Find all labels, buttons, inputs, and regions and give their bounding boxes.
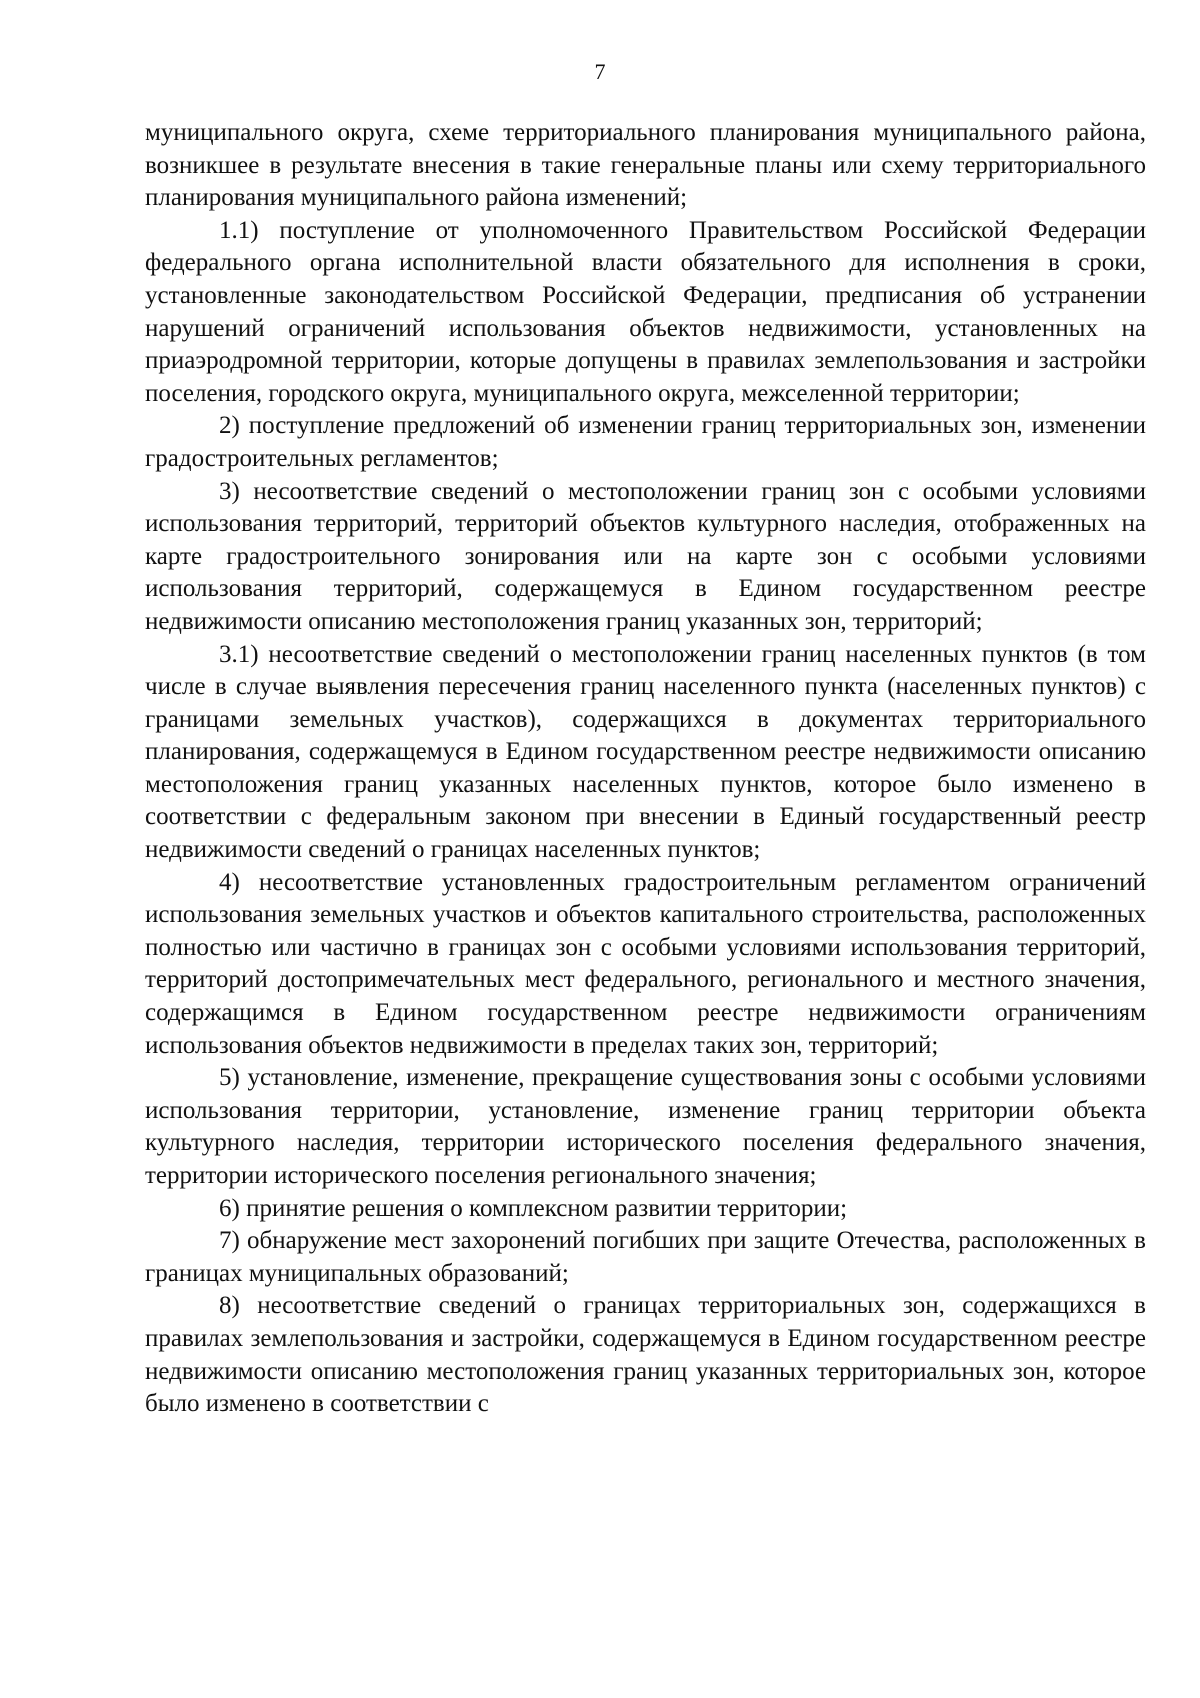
paragraph-item-6: 6) принятие решения о комплексном развитии территории; [219, 1194, 848, 1222]
paragraph-item-5: 5) установление, изменение, прекращение существования зоны с особыми условиями использования территории, установление, изменение границ территории объекта культурного наследия, территории исторического поселения федерального значения, территории исторического поселения регионального значения; [145, 1064, 1146, 1189]
paragraph-item-7: 7) обнаружение мест захоронений погибших при защите Отечества, расположенных в границах муниципальных образований; [145, 1227, 1146, 1287]
paragraph-item-3-1: 3.1) несоответствие сведений о местоположении границ населенных пунктов (в том числе в случае выявления пересечения границ населенного пункта (населенных пунктов) с границами земельных участков), содержащихся в документах территориального планирования, содержащемуся в Едином государственном реестре недвижимости описанию местоположения границ указанных населенных пунктов, которое было изменено в соответствии с федеральным законом при внесении в Единый государственный реестр недвижимости сведений о границах населенных пунктов; [145, 640, 1146, 864]
paragraph-item-1-1: 1.1) поступление от уполномоченного Правительством Российской Федерации федерального органа исполнительной власти обязательного для исполнения в сроки, установленные законодательством Российской Федерации, предписания об устранении нарушений ограничений использования объектов недвижимости, установленных на приаэродромной территории, которые допущены в правилах землепользования и застройки поселения, городского округа, муниципального округа, межселенной территории; [145, 216, 1146, 407]
page-number: 7 [594, 59, 606, 84]
paragraph-item-4: 4) несоответствие установленных градостроительным регламентом ограничений использования земельных участков и объектов капитального строительства, расположенных полностью или частично в границах зон с особыми условиями использования территорий, территорий достопримечательных мест федерального, регионального и местного значения, содержащимся в Едином государственном реестре недвижимости ограничениям использования объектов недвижимости в пределах таких зон, территорий; [145, 868, 1146, 1059]
document-body [145, 117, 1146, 1421]
paragraph-item-2: 2) поступление предложений об изменении границ территориальных зон, изменении градостроительных регламентов; [145, 412, 1146, 472]
paragraph-item-3: 3) несоответствие сведений о местоположении границ зон с особыми условиями использования территорий, территорий объектов культурного наследия, отображенных на карте градостроительного зонирования или на карте зон с особыми условиями использования территорий, содержащемуся в Едином государственном реестре недвижимости описанию местоположения границ указанных зон, территорий; [145, 477, 1146, 635]
paragraph-continuation: муниципального округа, схеме территориального планирования муниципального района, возникшее в результате внесения в такие генеральные планы или схему территориального планирования муниципального района изменений; [145, 119, 1146, 212]
paragraph-item-8: 8) несоответствие сведений о границах территориальных зон, содержащихся в правилах землепользования и застройки, содержащемуся в Едином государственном реестре недвижимости описанию местоположения границ указанных территориальных зон, которое было изменено в соответствии с [145, 1292, 1146, 1418]
